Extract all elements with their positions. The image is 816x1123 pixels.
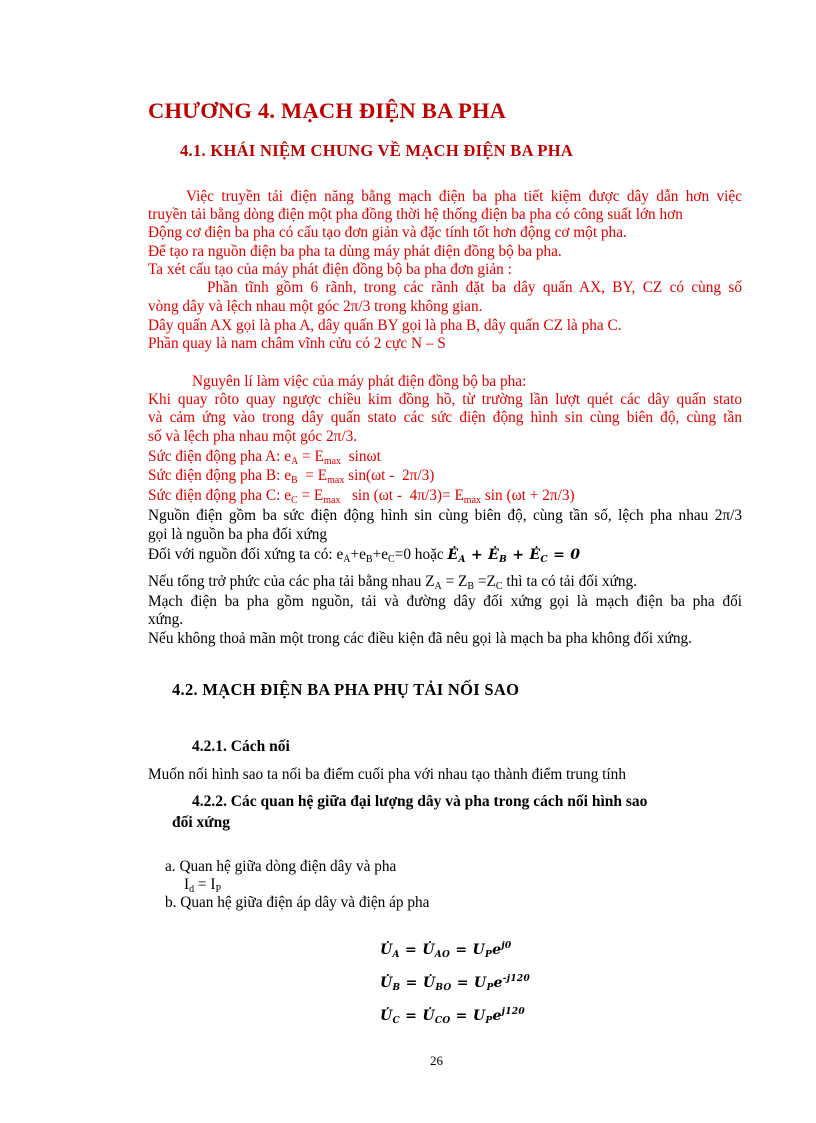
voltage-relation-formulas (380, 934, 530, 1033)
section-4-2-heading: 4.2. MẠCH ĐIỆN BA PHA PHỤ TẢI NỐI SAO (172, 680, 520, 699)
page-number: 26 (430, 1053, 443, 1068)
emf-phase-b-label: Sức điện động pha B: (148, 467, 285, 484)
para-line-22: xứng. (148, 611, 184, 628)
para-line-18: gọi là nguồn ba pha đối xứng (148, 526, 328, 543)
para-line-2: truyền tải bằng dòng điện một pha đồng thời hệ thống điện ba pha có công suất lớn hơn (148, 206, 683, 223)
or-label: hoặc (410, 546, 448, 563)
current-relation: $I_d = I_P$ (184, 876, 222, 895)
subsection-4-2-1-heading: 4.2.1. Cách nối (192, 738, 290, 755)
para-line-3: Động cơ điện ba pha có cấu tạo đơn giản và đặc tính tốt hơn động cơ một pha. (148, 224, 627, 241)
emf-phase-a-label: Sức điện động pha A: (148, 448, 285, 465)
para-line-6: Phần tĩnh gồm 6 rãnh, trong các rãnh đặt ba dây quấn AX, BY, CZ có cùng số (207, 279, 742, 296)
emf-phase-c-label: Sức điện động pha C: (148, 487, 285, 504)
para-line-21: Mạch điện ba pha gồm nguồn, tải và đường dây đối xứng gọi là mạch điện ba pha đối (148, 593, 742, 610)
para-line-17: Nguồn điện gồm ba sức điện động hình sin cùng biên độ, cùng tần số, lệch pha nhau 2π/3 (148, 507, 742, 524)
symmetric-source-line: Đối với nguồn đối xứng ta có: $e_A+e_B+e_C=0$ hoặc $Ė_A$ + $Ė_B$ + $Ė_C = 0$ (148, 546, 581, 565)
item-b: b. Quan hệ giữa điện áp dây và điện áp pha (165, 894, 430, 911)
para-line-4: Để tạo ra nguồn điện ba pha ta dùng máy phát điện đồng bộ ba pha. (148, 243, 562, 260)
subsection-4-2-1-text: Muốn nối hình sao ta nối ba điểm cuối pha với nhau tạo thành điểm trung tính (148, 766, 626, 783)
para-line-10: Nguyên lí làm việc của máy phát điện đồng bộ ba pha: (192, 373, 527, 390)
para-line-20-start: Nếu tổng trở phức của các pha tải bằng nhau (148, 573, 426, 590)
para-line-11: Khi quay rôto quay ngược chiều kim đồng hồ, từ trường lần lượt quét các dây quấn stato (148, 391, 742, 408)
para-line-1: Việc truyền tải điện năng bằng mạch điện ba pha tiết kiệm được dây dẫn hơn việc (186, 188, 742, 205)
para-line-20: Nếu tổng trở phức của các pha tải bằng nhau $Z_A = Z_B =Z_C$ thì ta có tải đối xứng. (148, 573, 638, 592)
para-line-9: Phần quay là nam châm vĩnh cửu có 2 cực N – S (148, 335, 446, 352)
section-4-1-heading: 4.1. KHÁI NIỆM CHUNG VỀ MẠCH ĐIỆN BA PHA (180, 141, 574, 160)
para-line-7: vòng dây và lệch nhau một góc 2π/3 trong không gian. (148, 298, 483, 315)
formula-ua: $U̇_A$ = $U̇_{AO} = U_Pe^{j0}$ (380, 941, 512, 960)
para-line-8: Dây quấn AX gọi là pha A, dây quấn BY gọi là pha B, dây quấn CZ là pha C. (148, 317, 622, 334)
subsection-4-2-2-heading-line2: đối xứng (172, 814, 230, 831)
para-line-23: Nếu không thoả mãn một trong các điều kiện đã nêu gọi là mạch ba pha không đối xứng. (148, 630, 692, 647)
para-line-5: Ta xét cấu tạo của máy phát điện đồng bộ ba pha đơn giản : (148, 261, 512, 278)
phasor-sum-formula: $Ė_A$ + $Ė_B$ + $Ė_C = 0$ (447, 547, 581, 565)
subsection-4-2-2-heading-line1: 4.2.2. Các quan hệ giữa đại lượng dây và pha trong cách nối hình sao (192, 793, 648, 810)
item-a: a. Quan hệ giữa dòng điện dây và pha (165, 858, 397, 875)
para-line-12: và cảm ứng vào trong dây quấn stato các sức điện động hình sin cùng biên độ, cùng tần (148, 409, 742, 426)
para-line-13: số và lệch pha nhau một góc 2π/3. (148, 428, 358, 445)
symmetric-source-label: Đối với nguồn đối xứng ta có: (148, 546, 337, 563)
para-line-20-end: thì ta có tải đối xứng. (502, 573, 638, 590)
emf-phase-c: Sức điện động pha C: $e_C = E_{max}$ $\sin (\omega t - 4\pi/3)= E_{max}$ sin (ωt + 2π/3) (148, 487, 575, 506)
emf-phase-b: Sức điện động pha B: $e_B = E_{max}$ sin(ωt - 2π/3) (148, 467, 435, 486)
formula-uc: $U̇_C$ = $U̇_{CO} = U_Pe^{j120}$ (380, 1007, 525, 1026)
emf-phase-a: Sức điện động pha A: $e_A = E_{max}$ sinωt (148, 448, 381, 467)
chapter-title: CHƯƠNG 4. MẠCH ĐIỆN BA PHA (148, 98, 507, 123)
formula-ub: $U̇_B$ = $U̇_{BO} = U_Pe^{-j120}$ (380, 974, 531, 993)
